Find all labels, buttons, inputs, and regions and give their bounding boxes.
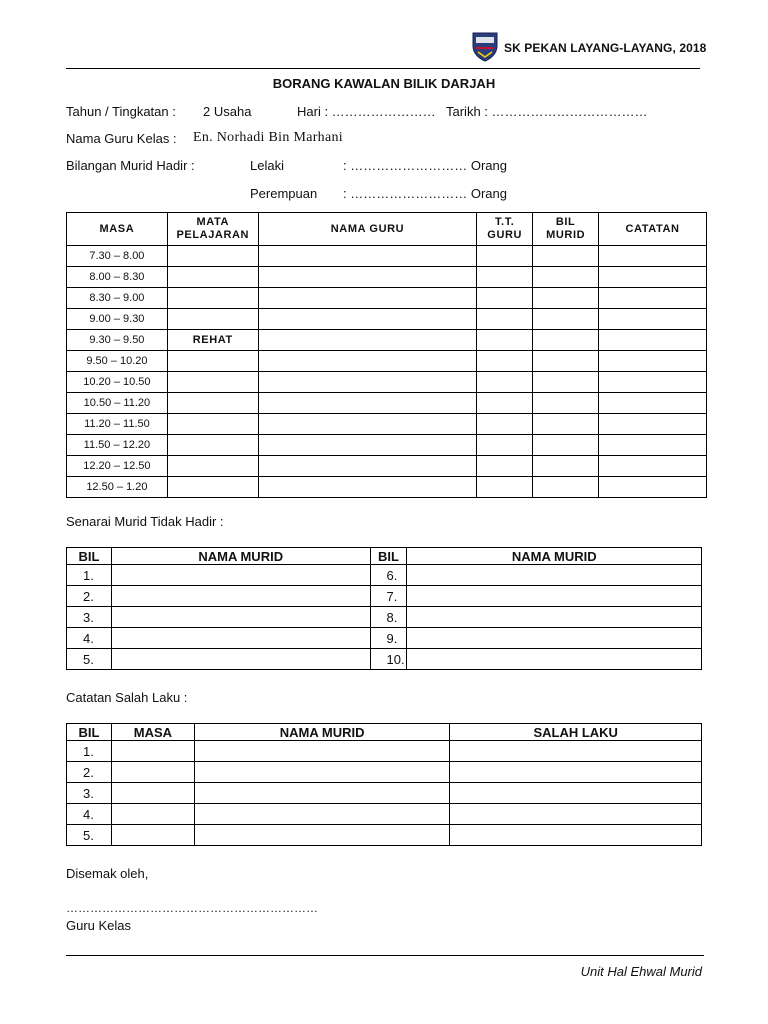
header-masa: MASA xyxy=(67,213,168,246)
schedule-time-cell: 12.20 – 12.50 xyxy=(67,456,168,477)
misconduct-bil: 5. xyxy=(67,825,112,846)
absent-name-left xyxy=(111,649,370,670)
schedule-row xyxy=(67,309,707,330)
schedule-signature-cell xyxy=(477,330,533,351)
schedule-teacher-cell xyxy=(258,456,476,477)
schedule-note-cell xyxy=(599,288,707,309)
school-crest-icon xyxy=(470,30,500,67)
hari-field: Hari : …………………… xyxy=(297,104,436,119)
signature-line: ……………………………………………………… xyxy=(66,901,318,915)
footer-unit: Unit Hal Ehwal Murid xyxy=(580,964,702,979)
absent-label: Senarai Murid Tidak Hadir : xyxy=(66,514,224,529)
header-mata-pelajaran: MATA PELAJARAN xyxy=(167,213,258,246)
misconduct-bil: 2. xyxy=(67,762,112,783)
misconduct-time xyxy=(111,825,194,846)
schedule-note-cell xyxy=(599,309,707,330)
schedule-subject-cell xyxy=(167,414,258,435)
misconduct-row xyxy=(67,783,702,804)
header-nama-murid-right: NAMA MURID xyxy=(407,548,702,565)
misconduct-bil: 1. xyxy=(67,741,112,762)
tahun-label: Tahun / Tingkatan : xyxy=(66,104,176,119)
schedule-row xyxy=(67,393,707,414)
schedule-count-cell xyxy=(533,477,599,498)
schedule-subject-cell xyxy=(167,246,258,267)
absent-row xyxy=(67,607,702,628)
misconduct-time xyxy=(111,762,194,783)
schedule-row xyxy=(67,351,707,372)
misconduct-time xyxy=(111,783,194,804)
header-nama-murid-left: NAMA MURID xyxy=(111,548,370,565)
schedule-teacher-cell xyxy=(258,351,476,372)
schedule-teacher-cell xyxy=(258,246,476,267)
schedule-time-cell: 10.20 – 10.50 xyxy=(67,372,168,393)
schedule-signature-cell xyxy=(477,372,533,393)
absent-table xyxy=(66,547,702,670)
misconduct-row xyxy=(67,762,702,783)
schedule-note-cell xyxy=(599,351,707,372)
schedule-signature-cell xyxy=(477,456,533,477)
schedule-time-cell: 11.50 – 12.20 xyxy=(67,435,168,456)
absent-bil-right: 8. xyxy=(370,607,407,628)
schedule-count-cell xyxy=(533,330,599,351)
schedule-subject-cell xyxy=(167,477,258,498)
schedule-count-cell xyxy=(533,351,599,372)
schedule-signature-cell xyxy=(477,435,533,456)
header-nama-guru: NAMA GURU xyxy=(258,213,476,246)
schedule-teacher-cell xyxy=(258,477,476,498)
schedule-time-cell: 12.50 – 1.20 xyxy=(67,477,168,498)
guru-label: Nama Guru Kelas : xyxy=(66,131,177,146)
misconduct-row xyxy=(67,804,702,825)
misconduct-offence xyxy=(450,825,702,846)
misconduct-name xyxy=(194,783,450,804)
misconduct-row xyxy=(67,741,702,762)
schedule-count-cell xyxy=(533,372,599,393)
header-rule xyxy=(66,68,700,69)
absent-name-left xyxy=(111,586,370,607)
schedule-count-cell xyxy=(533,435,599,456)
schedule-subject-cell xyxy=(167,288,258,309)
schedule-header-row xyxy=(67,213,707,246)
schedule-time-cell: 8.30 – 9.00 xyxy=(67,288,168,309)
absent-name-left xyxy=(111,628,370,649)
absent-row xyxy=(67,565,702,586)
schedule-signature-cell xyxy=(477,309,533,330)
absent-row xyxy=(67,628,702,649)
schedule-note-cell xyxy=(599,372,707,393)
absent-name-right xyxy=(407,628,702,649)
header-catatan: CATATAN xyxy=(599,213,707,246)
signature-role: Guru Kelas xyxy=(66,918,132,933)
misconduct-header-row xyxy=(67,724,702,741)
schedule-subject-cell xyxy=(167,372,258,393)
misconduct-table xyxy=(66,723,702,846)
absent-bil-right: 10. xyxy=(370,649,407,670)
schedule-count-cell xyxy=(533,309,599,330)
schedule-subject-cell xyxy=(167,456,258,477)
absent-bil-left: 3. xyxy=(67,607,112,628)
header-bil-left: BIL xyxy=(67,548,112,565)
schedule-subject-cell: REHAT xyxy=(167,330,258,351)
misconduct-offence xyxy=(450,783,702,804)
schedule-teacher-cell xyxy=(258,435,476,456)
header-salah-laku: SALAH LAKU xyxy=(450,724,702,741)
bilangan-label: Bilangan Murid Hadir : xyxy=(66,158,195,173)
schedule-time-cell: 9.30 – 9.50 xyxy=(67,330,168,351)
guru-value: En. Norhadi Bin Marhani xyxy=(193,130,343,145)
schedule-teacher-cell xyxy=(258,372,476,393)
misconduct-offence xyxy=(450,804,702,825)
schedule-time-cell: 8.00 – 8.30 xyxy=(67,267,168,288)
absent-bil-left: 2. xyxy=(67,586,112,607)
schedule-note-cell xyxy=(599,330,707,351)
perempuan-label: Perempuan xyxy=(250,186,318,201)
schedule-row xyxy=(67,288,707,309)
perempuan-value: : ……………………… Orang xyxy=(343,186,507,201)
checked-by-label: Disemak oleh, xyxy=(66,866,149,881)
schedule-note-cell xyxy=(599,393,707,414)
absent-name-right xyxy=(407,565,702,586)
schedule-row xyxy=(67,330,707,351)
schedule-signature-cell xyxy=(477,351,533,372)
schedule-row xyxy=(67,246,707,267)
schedule-count-cell xyxy=(533,456,599,477)
misconduct-bil: 3. xyxy=(67,783,112,804)
header-nama-murid: NAMA MURID xyxy=(194,724,450,741)
schedule-time-cell: 11.20 – 11.50 xyxy=(67,414,168,435)
schedule-time-cell: 9.00 – 9.30 xyxy=(67,309,168,330)
schedule-table xyxy=(66,212,707,498)
schedule-row xyxy=(67,435,707,456)
schedule-count-cell xyxy=(533,288,599,309)
misconduct-name xyxy=(194,804,450,825)
lelaki-label: Lelaki xyxy=(250,158,284,173)
absent-bil-right: 7. xyxy=(370,586,407,607)
header-masa: MASA xyxy=(111,724,194,741)
schedule-row xyxy=(67,267,707,288)
schedule-count-cell xyxy=(533,246,599,267)
schedule-teacher-cell xyxy=(258,267,476,288)
document-header xyxy=(470,30,706,66)
schedule-teacher-cell xyxy=(258,309,476,330)
schedule-note-cell xyxy=(599,267,707,288)
absent-row xyxy=(67,649,702,670)
misconduct-offence xyxy=(450,741,702,762)
schedule-teacher-cell xyxy=(258,414,476,435)
absent-header-row xyxy=(67,548,702,565)
schedule-note-cell xyxy=(599,477,707,498)
misconduct-label: Catatan Salah Laku : xyxy=(66,690,188,705)
schedule-count-cell xyxy=(533,393,599,414)
misconduct-bil: 4. xyxy=(67,804,112,825)
header-bil-murid: BIL MURID xyxy=(533,213,599,246)
absent-name-right xyxy=(407,607,702,628)
schedule-count-cell xyxy=(533,414,599,435)
absent-bil-right: 9. xyxy=(370,628,407,649)
schedule-subject-cell xyxy=(167,351,258,372)
schedule-note-cell xyxy=(599,246,707,267)
misconduct-name xyxy=(194,825,450,846)
footer-rule xyxy=(66,955,704,956)
schedule-subject-cell xyxy=(167,393,258,414)
schedule-teacher-cell xyxy=(258,393,476,414)
schedule-row xyxy=(67,456,707,477)
schedule-signature-cell xyxy=(477,288,533,309)
schedule-subject-cell xyxy=(167,309,258,330)
absent-name-left xyxy=(111,565,370,586)
schedule-subject-cell xyxy=(167,435,258,456)
absent-bil-left: 5. xyxy=(67,649,112,670)
school-name: SK PEKAN LAYANG-LAYANG, 2018 xyxy=(504,41,707,55)
schedule-subject-cell xyxy=(167,267,258,288)
header-bil: BIL xyxy=(67,724,112,741)
misconduct-time xyxy=(111,741,194,762)
schedule-signature-cell xyxy=(477,393,533,414)
lelaki-value: : ……………………… Orang xyxy=(343,158,507,173)
schedule-note-cell xyxy=(599,435,707,456)
header-tt-guru: T.T. GURU xyxy=(477,213,533,246)
misconduct-time xyxy=(111,804,194,825)
schedule-time-cell: 9.50 – 10.20 xyxy=(67,351,168,372)
schedule-time-cell: 7.30 – 8.00 xyxy=(67,246,168,267)
schedule-signature-cell xyxy=(477,267,533,288)
absent-bil-left: 1. xyxy=(67,565,112,586)
schedule-row xyxy=(67,372,707,393)
schedule-count-cell xyxy=(533,267,599,288)
misconduct-name xyxy=(194,762,450,783)
misconduct-offence xyxy=(450,762,702,783)
header-bil-right: BIL xyxy=(370,548,407,565)
schedule-teacher-cell xyxy=(258,330,476,351)
absent-bil-left: 4. xyxy=(67,628,112,649)
schedule-signature-cell xyxy=(477,414,533,435)
schedule-signature-cell xyxy=(477,477,533,498)
misconduct-row xyxy=(67,825,702,846)
page-title: BORANG KAWALAN BILIK DARJAH xyxy=(272,76,496,91)
schedule-note-cell xyxy=(599,456,707,477)
absent-name-right xyxy=(407,649,702,670)
schedule-signature-cell xyxy=(477,246,533,267)
schedule-row xyxy=(67,477,707,498)
misconduct-name xyxy=(194,741,450,762)
schedule-teacher-cell xyxy=(258,288,476,309)
schedule-row xyxy=(67,414,707,435)
tahun-value: 2 Usaha xyxy=(203,104,252,119)
absent-row xyxy=(67,586,702,607)
absent-bil-right: 6. xyxy=(370,565,407,586)
absent-name-right xyxy=(407,586,702,607)
tarikh-field: Tarikh : ……………………………… xyxy=(446,104,648,119)
schedule-note-cell xyxy=(599,414,707,435)
schedule-time-cell: 10.50 – 11.20 xyxy=(67,393,168,414)
absent-name-left xyxy=(111,607,370,628)
